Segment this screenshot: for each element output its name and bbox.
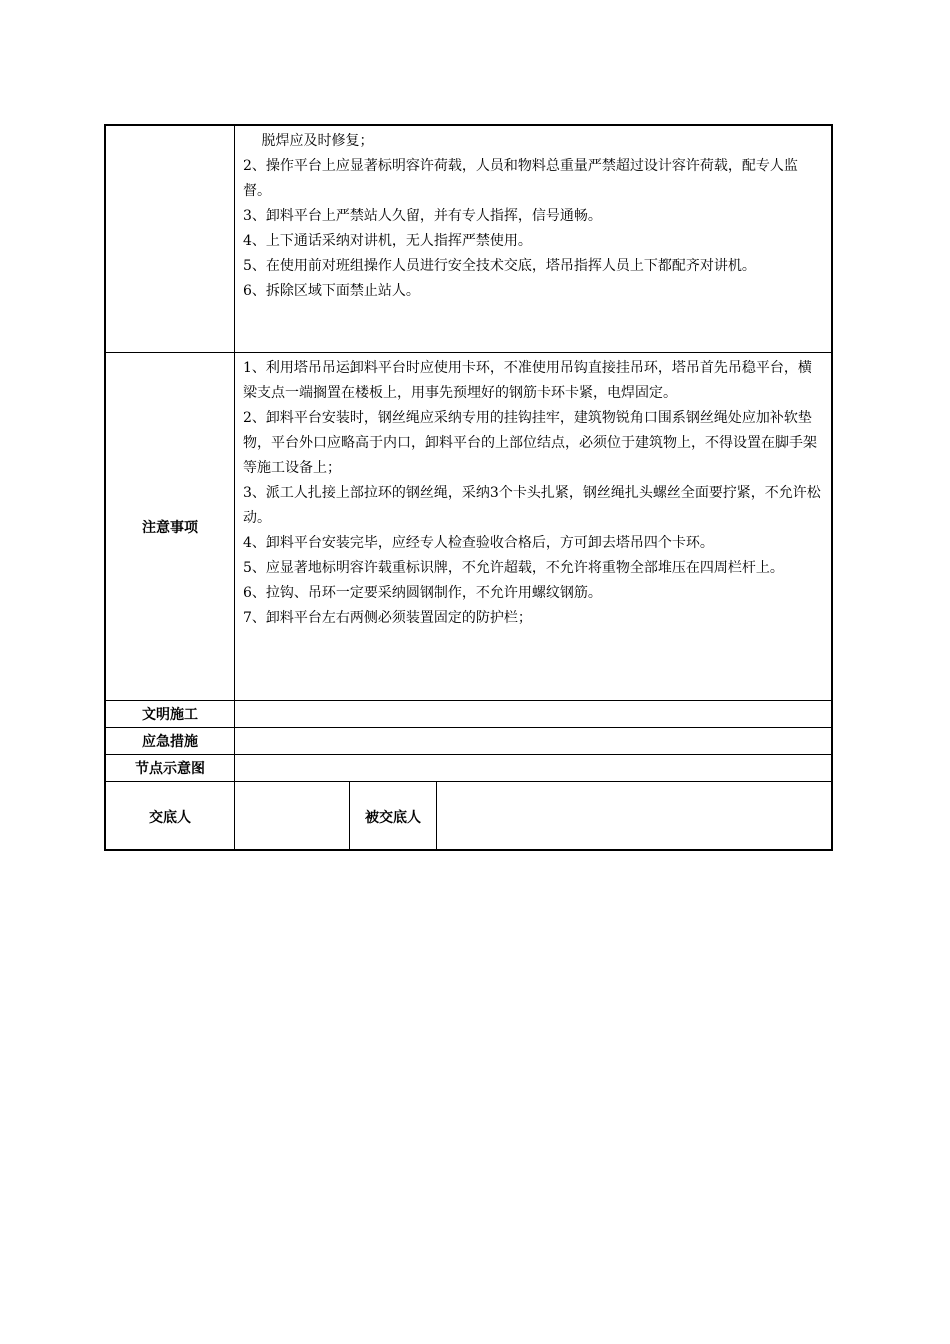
- safety-line-2: 3、卸料平台上严禁站人久留，并有专人指挥，信号通畅。: [243, 208, 602, 224]
- discloser-label: 交底人: [106, 782, 235, 851]
- precaution-item-5: 5、应显著地标明容许载重标识牌，不允许超载，不允许将重物全部堆压在四周栏杆上。: [243, 560, 784, 576]
- precaution-item-7: 7、卸料平台左右两侧必须装置固定的防护栏；: [243, 610, 532, 626]
- safety-line-1: 2、操作平台上应显著标明容许荷载，人员和物料总重量严禁超过设计容许荷载，配专人监督。: [243, 158, 798, 199]
- recipient-signature-field[interactable]: [437, 782, 831, 851]
- safety-line-0: 脱焊应及时修复；: [243, 133, 374, 149]
- table-row-signoff: [106, 782, 831, 851]
- table-row-node-diagram: [106, 755, 831, 782]
- precautions-label: 注意事项: [106, 353, 235, 700]
- precaution-item-2: 2、卸料平台安装时，钢丝绳应采纳专用的挂钩挂牢，建筑物锐角口围系钢丝绳处应加补软垫物，平台外口应略高于内口，卸料平台的上部位结点，必须位于建筑物上，不得设置在脚手架等施工设备上；: [243, 410, 817, 476]
- discloser-signature-field[interactable]: [235, 782, 350, 851]
- node-diagram-value[interactable]: [235, 755, 831, 781]
- table-row-emergency-measures: [106, 728, 831, 755]
- table-row-safety-continuation: [106, 126, 831, 353]
- safety-line-5: 6、拆除区域下面禁止站人。: [243, 283, 420, 299]
- emergency-measures-label: 应急措施: [106, 728, 235, 754]
- table-row-civilized-construction: [106, 701, 831, 728]
- table-row-precautions: [106, 353, 831, 701]
- precaution-item-1: 1、利用塔吊吊运卸料平台时应使用卡环，不准使用吊钩直接挂吊环，塔吊首先吊稳平台，横梁支点一端搁置在楼板上，用事先预埋好的钢筋卡环卡紧，电焊固定。: [243, 360, 812, 401]
- civilized-construction-label: 文明施工: [106, 701, 235, 727]
- civilized-construction-value[interactable]: [235, 701, 831, 727]
- safety-line-3: 4、上下通话采纳对讲机，无人指挥严禁使用。: [243, 233, 532, 249]
- precaution-item-4: 4、卸料平台安装完毕，应经专人检查验收合格后，方可卸去塔吊四个卡环。: [243, 535, 714, 551]
- row-label-empty: [106, 126, 235, 352]
- precaution-item-3: 3、派工人扎接上部拉环的钢丝绳，采纳3个卡头扎紧，钢丝绳扎头螺丝全面要拧紧，不允许松动。: [243, 485, 821, 526]
- emergency-measures-value[interactable]: [235, 728, 831, 754]
- disclosure-table: [104, 124, 833, 851]
- safety-measures-content: [235, 126, 831, 352]
- recipient-label: 被交底人: [350, 782, 437, 851]
- safety-line-4: 5、在使用前对班组操作人员进行安全技术交底，塔吊指挥人员上下都配齐对讲机。: [243, 258, 756, 274]
- precautions-content: [235, 353, 831, 700]
- precaution-item-6: 6、拉钩、吊环一定要采纳圆钢制作，不允许用螺纹钢筋。: [243, 585, 602, 601]
- node-diagram-label: 节点示意图: [106, 755, 235, 781]
